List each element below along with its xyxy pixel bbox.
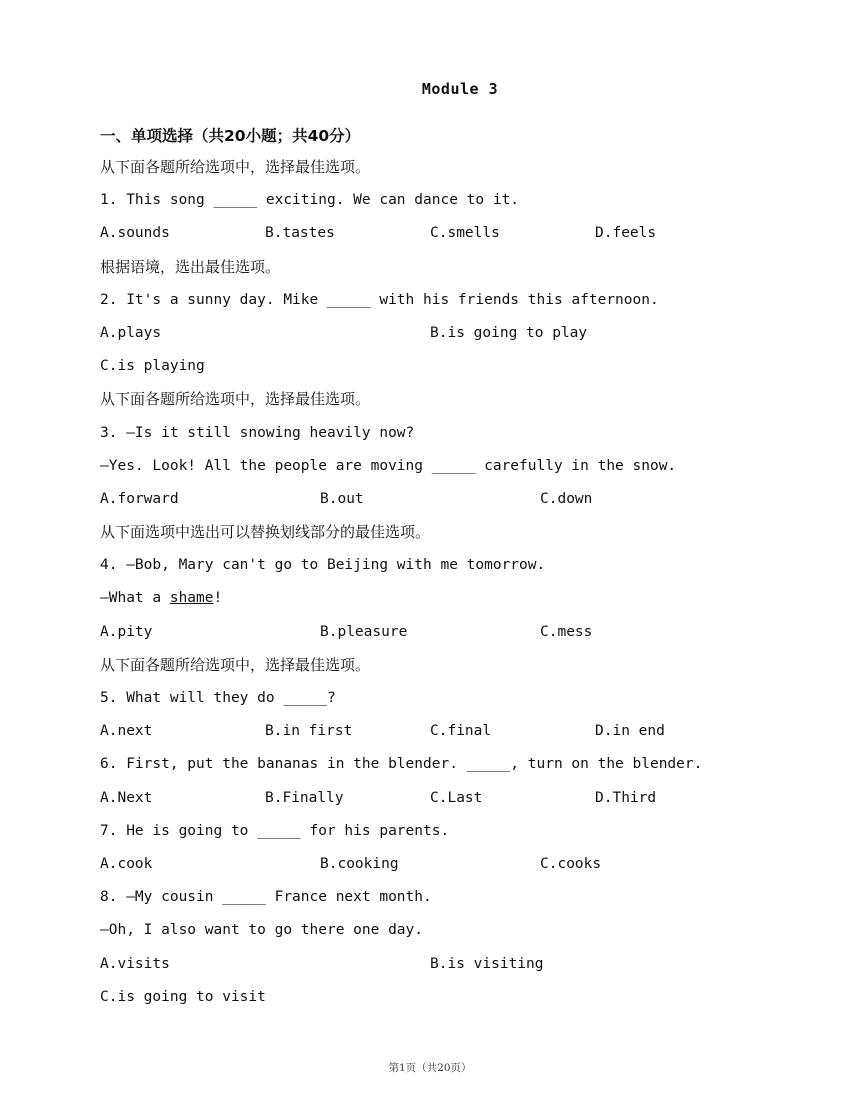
answer-option: A.visits	[100, 955, 170, 972]
question-text: 6. First, put the bananas in the blender. _____, turn on the blender.	[100, 756, 703, 773]
answer-option: B.cooking	[320, 855, 399, 872]
question-text-part: !	[213, 590, 223, 607]
question-text: 1. This song _____ exciting. We can dance to it.	[100, 192, 520, 209]
answer-option: A.Next	[100, 789, 153, 806]
page-footer: 第1页（共20页）	[388, 1062, 472, 1074]
answer-option: B.is going to play	[430, 324, 588, 341]
answer-option: D.in end	[595, 723, 665, 740]
answer-option: C.cooks	[540, 855, 602, 872]
question-text: 4. —Bob, Mary can't go to Beijing with me tomorrow.	[100, 557, 546, 574]
answer-option: A.cook	[100, 855, 153, 872]
question-text	[100, 587, 760, 620]
answer-option: B.Finally	[265, 789, 344, 806]
answer-options	[100, 322, 760, 355]
instruction-text: 从下面各题所给选项中，选择最佳选项。	[100, 390, 371, 409]
answer-option: B.tastes	[265, 225, 335, 242]
answer-options	[100, 953, 760, 986]
answer-options	[100, 355, 760, 388]
answer-option: C.down	[540, 490, 593, 507]
answer-option: A.sounds	[100, 225, 170, 242]
answer-option: B.is visiting	[430, 955, 544, 972]
question-list	[100, 156, 760, 1019]
answer-options	[100, 621, 760, 654]
question-text: —Oh, I also want to go there one day.	[100, 922, 424, 939]
answer-options	[100, 986, 760, 1019]
question-text: 3. —Is it still snowing heavily now?	[100, 424, 415, 441]
answer-options	[100, 853, 760, 886]
answer-option: A.next	[100, 723, 153, 740]
question-text: 7. He is going to _____ for his parents.	[100, 822, 450, 839]
instruction-text: 从下面各题所给选项中，选择最佳选项。	[100, 655, 371, 674]
question-text: 5. What will they do _____?	[100, 690, 336, 706]
instruction-text: 从下面选项中选出可以替换划线部分的最佳选项。	[100, 523, 431, 542]
instruction-text: 从下面各题所给选项中，选择最佳选项。	[100, 158, 371, 176]
answer-options	[100, 488, 760, 521]
question-text: —Yes. Look! All the people are moving _____ carefully in the snow.	[100, 457, 677, 474]
answer-option: A.plays	[100, 324, 162, 341]
answer-option: B.out	[320, 490, 364, 507]
answer-options	[100, 720, 760, 753]
answer-option: C.final	[430, 723, 492, 740]
answer-option: C.is playing	[100, 358, 205, 375]
answer-option: A.pity	[100, 623, 153, 640]
answer-option: A.forward	[100, 490, 179, 507]
underlined-word: shame	[169, 590, 214, 607]
answer-options	[100, 222, 760, 255]
answer-option: C.Last	[430, 789, 483, 806]
answer-option: C.smells	[430, 225, 500, 242]
page-title: Module 3	[421, 80, 499, 98]
answer-option: B.in first	[265, 723, 353, 740]
section-title: 一、单项选择（共20小题；共40分）	[100, 127, 361, 145]
question-text-part: —What a	[100, 590, 170, 607]
answer-option: D.Third	[595, 789, 657, 806]
question-text: 8. —My cousin _____ France next month.	[100, 889, 432, 906]
instruction-text: 根据语境，选出最佳选项。	[100, 257, 281, 276]
answer-option: C.mess	[540, 623, 593, 640]
answer-option: C.is going to visit	[100, 988, 266, 1005]
answer-option: D.feels	[595, 225, 657, 242]
answer-options	[100, 787, 760, 820]
answer-option: B.pleasure	[320, 623, 408, 640]
question-text: 2. It's a sunny day. Mike _____ with his friends this afternoon.	[100, 291, 659, 308]
